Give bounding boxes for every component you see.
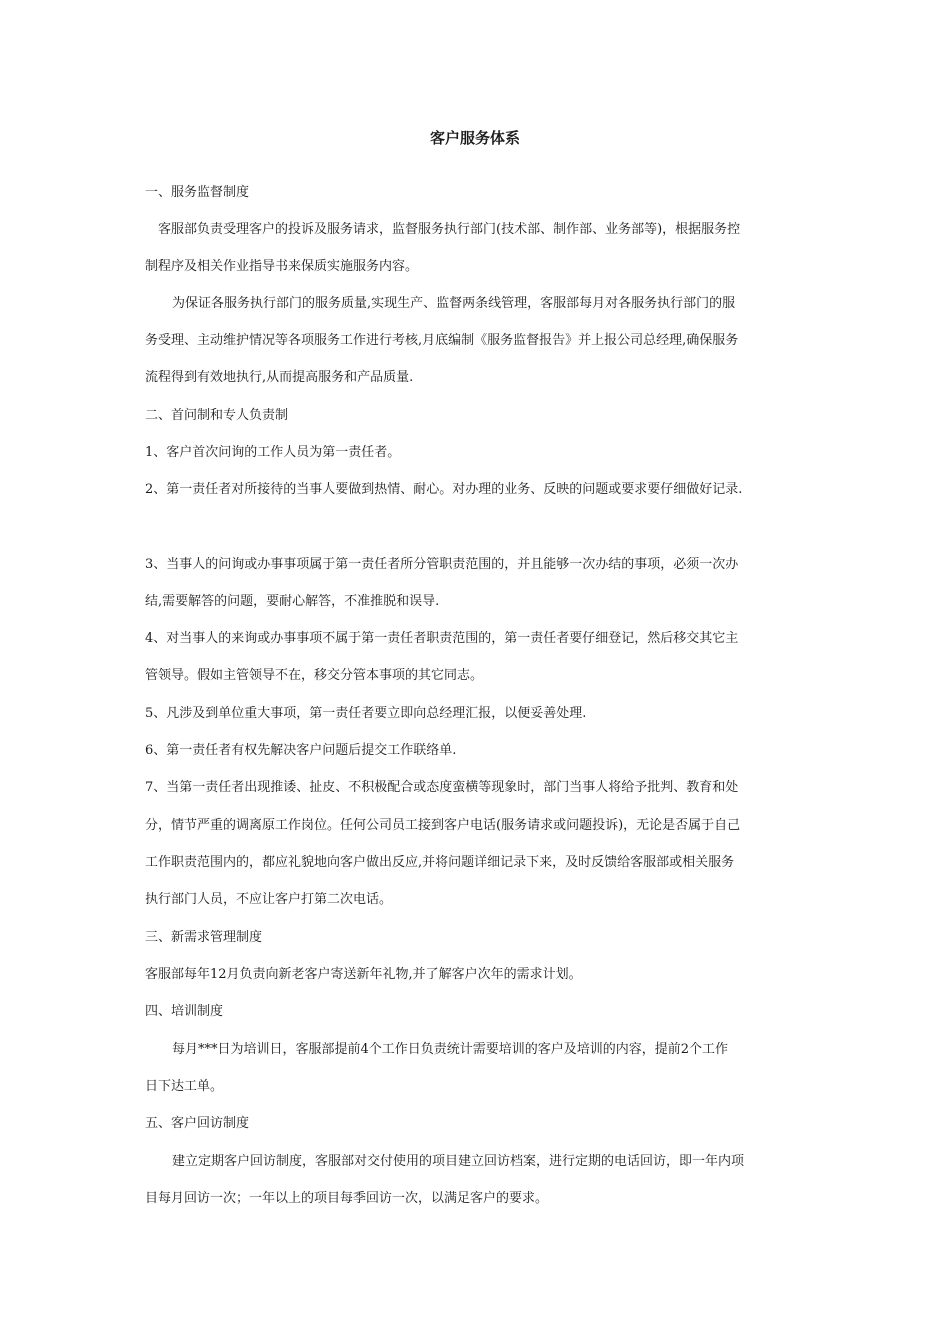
paragraph-line: 流程得到有效地执行,从而提高服务和产品质量.: [145, 370, 414, 385]
list-item-continued: 工作职责范围内的，都应礼貌地向客户做出反应,并将问题详细记录下来，及时反馈给客服部或相关服务: [145, 855, 735, 870]
paragraph-line: 制程序及相关作业指导书来保质实施服务内容。: [145, 259, 419, 274]
list-item-continued: 执行部门人员，不应让客户打第二次电话。: [145, 892, 393, 907]
paragraph-line: 客服部每年12月负责向新老客户寄送新年礼物,并了解客户次年的需求计划。: [145, 967, 582, 982]
list-item-continued: 结,需要解答的问题，要耐心解答，不准推脱和误导.: [145, 594, 440, 609]
list-item: 6、第一责任者有权先解决客户问题后提交工作联络单.: [145, 743, 457, 758]
paragraph-line: 日下达工单。: [145, 1079, 224, 1094]
document-title: 客户服务体系: [429, 129, 520, 147]
list-item-continued: 分，情节严重的调离原工作岗位。任何公司员工接到客户电话(服务请求或问题投诉)，无论是否属于自己: [145, 818, 741, 833]
section-heading-first-inquiry: 二、首问制和专人负责制: [145, 408, 289, 423]
list-item: 5、凡涉及到单位重大事项，第一责任者要立即向总经理汇报，以便妥善处理.: [145, 706, 587, 721]
list-item: 2、第一责任者对所接待的当事人要做到热情、耐心。对办理的业务、反映的问题或要求要仔细做好记录.: [145, 482, 743, 497]
paragraph-line: 建立定期客户回访制度，客服部对交付使用的项目建立回访档案，进行定期的电话回访，即一年内项: [172, 1154, 745, 1169]
paragraph-line: 为保证各服务执行部门的服务质量,实现生产、监督两条线管理，客服部每月对各服务执行部门的服: [172, 296, 736, 311]
section-heading-follow-up: 五、客户回访制度: [145, 1116, 250, 1131]
list-item: 4、对当事人的来询或办事事项不属于第一责任者职责范围的，第一责任者要仔细登记，然后移交其它主: [145, 631, 739, 646]
list-item: 7、当第一责任者出现推诿、扯皮、不积极配合或态度蛮横等现象时，部门当事人将给予批判、教育和处: [145, 780, 739, 795]
section-heading-supervision: 一、服务监督制度: [145, 185, 250, 200]
paragraph-line: 务受理、主动维护情况等各项服务工作进行考核,月底编制《服务监督报告》并上报公司总经理,确保服务: [145, 333, 739, 348]
list-item: 3、当事人的问询或办事事项属于第一责任者所分管职责范围的，并且能够一次办结的事项，必须一次办: [145, 557, 739, 572]
paragraph-line: 目每月回访一次；一年以上的项目每季回访一次，以满足客户的要求。: [145, 1191, 549, 1206]
paragraph-line: 每月***日为培训日，客服部提前4个工作日负责统计需要培训的客户及培训的内容，提前2个工作: [172, 1042, 729, 1057]
section-heading-new-demand: 三、新需求管理制度: [145, 930, 263, 945]
section-heading-training: 四、培训制度: [145, 1004, 224, 1019]
paragraph-line: 客服部负责受理客户的投诉及服务请求，监督服务执行部门(技术部、制作部、业务部等)，根据服务控: [158, 222, 741, 237]
list-item: 1、客户首次问询的工作人员为第一责任者。: [145, 445, 401, 460]
list-item-continued: 管领导。假如主管领导不在，移交分管本事项的其它同志。: [145, 668, 484, 683]
